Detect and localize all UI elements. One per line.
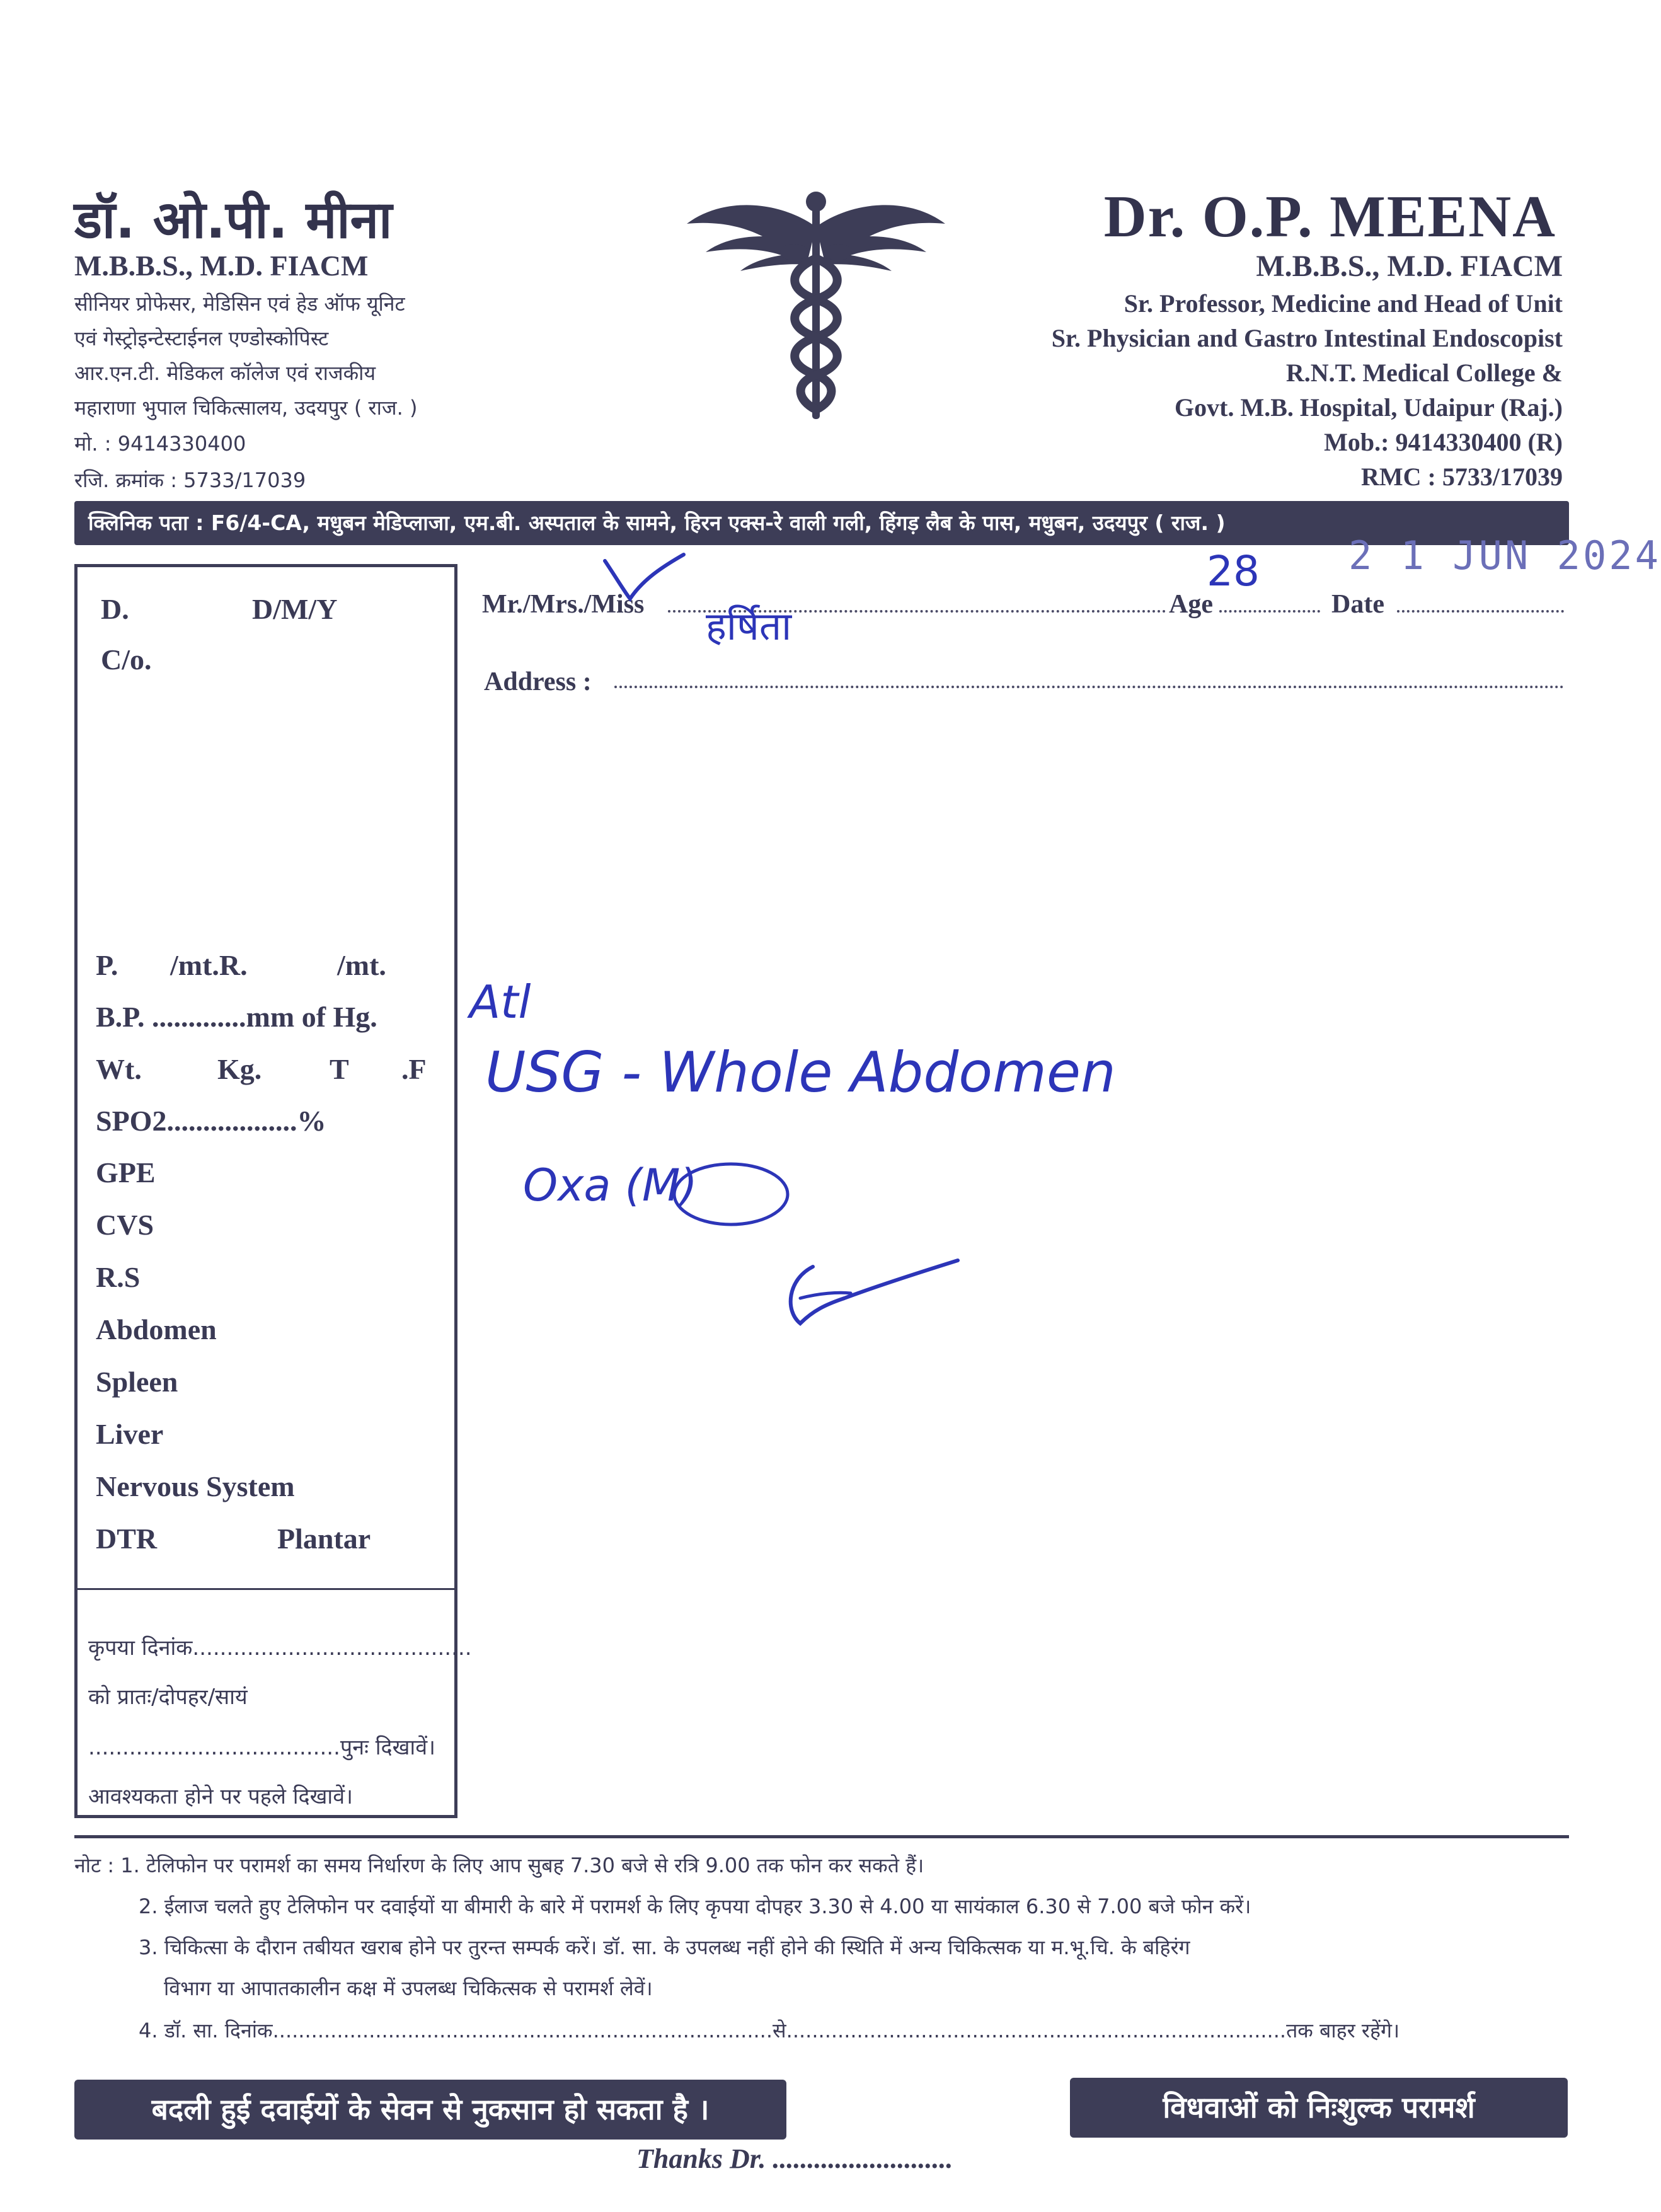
pulse-unit: /mt.R.: [170, 949, 248, 981]
doctor-degrees-left: M.B.B.S., M.D. FIACM: [74, 250, 369, 282]
doctor-degrees-right: M.B.B.S., M.D. FIACM: [1256, 250, 1563, 283]
gpe-label: GPE: [96, 1156, 156, 1189]
doctor-name-hindi: डॉ. ओ.पी. मीना: [74, 190, 393, 250]
handwritten-note-line1: Atl: [469, 976, 531, 1028]
handwritten-note-line2: USG - Whole Abdomen: [485, 1040, 1116, 1105]
rs-label: R.S: [96, 1261, 141, 1293]
institution-line-hindi: महाराणा भुपाल चिकित्सालय, उदयपुर ( राज. ): [74, 396, 418, 420]
followup-time-line: को प्रातः/दोपहर/सायं: [88, 1685, 248, 1710]
thanks-line: Thanks Dr. ..........................: [636, 2143, 953, 2174]
date-field[interactable]: [1397, 606, 1564, 613]
plantar-label: Plantar: [277, 1523, 371, 1555]
registration-hindi: रजि. क्रमांक : 5733/17039: [74, 468, 306, 492]
spleen-label: Spleen: [96, 1366, 178, 1398]
circle-mark-icon: [668, 1160, 794, 1229]
note-line: 3. चिकित्सा के दौरान तबीयत खराब होने पर तुरन्त सम्पर्क करें। डॉ. सा. के उपलब्ध नहीं होने की स्थिति में अन्य चिकित्सक या म.भू.चि. के बहिरंग: [139, 1935, 1190, 1959]
liver-label: Liver: [96, 1418, 164, 1450]
institution-line: R.N.T. Medical College &: [1285, 359, 1563, 387]
patient-name-label: Mr./Mrs./Miss: [482, 590, 645, 619]
institution-line: Govt. M.B. Hospital, Udaipur (Raj.): [1175, 393, 1563, 422]
warning-banner: बदली हुई दवाईयों के सेवन से नुकसान हो सकता है ।: [74, 2080, 786, 2140]
pulse-label: P.: [96, 949, 118, 981]
followup-early-line: आवश्यकता होने पर पहले दिखावें।: [88, 1784, 353, 1809]
date-label: Date: [1331, 590, 1384, 619]
caduceus-icon: [687, 189, 945, 422]
registration-number: RMC : 5733/17039: [1361, 463, 1563, 491]
address-field[interactable]: [614, 682, 1564, 688]
date-stamp: 2 1 JUN 2024: [1348, 533, 1661, 579]
abdomen-label: Abdomen: [96, 1313, 217, 1345]
designation-line: Sr. Physician and Gastro Intestinal Endoscopist: [1051, 324, 1563, 352]
temp-label: T: [330, 1053, 349, 1085]
mobile-hindi: मो. : 9414330400: [74, 432, 246, 456]
followup-revisit-line: .....................................पुनः दिखावें।: [88, 1735, 436, 1760]
note-line: नोट : 1. टेलिफोन पर परामर्श का समय निर्धारण के लिए आप सुबह 7.30 बजे से रत्रि 9.00 तक फोन कर सकते हैं।: [74, 1853, 924, 1877]
d-label: D.: [101, 593, 129, 625]
fahrenheit-label: .F: [401, 1053, 427, 1085]
note-line: 2. ईलाज चलते हुए टेलिफोन पर दवाईयों या बीमारी के बारे में परामर्श के लिए कृपया दोपहर 3.30 से 4.00 या सायंकाल 6.30 से 7.00 बजे फोन करें।: [139, 1894, 1251, 1918]
designation-line: Sr. Professor, Medicine and Head of Unit: [1124, 289, 1563, 318]
note-line: 4. डॉ. सा. दिनांक..............................................................................से..............................................................................तक बाहर रहेंगे।: [139, 2019, 1400, 2042]
notes-divider: [74, 1835, 1569, 1838]
note-line: विभाग या आपातकालीन कक्ष में उपलब्ध चिकित्सक से परामर्श लेवें।: [164, 1976, 653, 2000]
co-label: C/o.: [101, 643, 152, 676]
institution-line-hindi: आर.एन.टी. मेडिकल कॉलेज एवं राजकीय: [74, 361, 376, 385]
designation-line-hindi: सीनियर प्रोफेसर, मेडिसिन एवं हेड ऑफ यूनिट: [74, 292, 405, 316]
clinic-address-band: क्लिनिक पता : F6/4-CA, मधुबन मेडिप्लाजा, एम.बी. अस्पताल के सामने, हिरन एक्स-रे वाली गली, हिंगड़ लैब के पास, मधुबन, उदयपुर ( राज. ): [74, 501, 1569, 545]
weight-label: Wt.: [96, 1053, 142, 1085]
handwritten-patient-name: हर्षिता: [706, 603, 792, 649]
followup-divider: [74, 1588, 457, 1590]
age-label: Age: [1169, 590, 1213, 619]
cvs-label: CVS: [96, 1209, 154, 1241]
doctor-name-english: Dr. O.P. MEENA: [1103, 184, 1556, 250]
designation-line-hindi: एवं गेस्ट्रोइन्टेस्टाईनल एण्डोस्कोपिस्ट: [74, 326, 329, 350]
examination-box: [74, 564, 457, 1818]
spo2-label: SPO2..................%: [96, 1105, 326, 1137]
signature-icon: [775, 1254, 964, 1336]
age-field[interactable]: [1219, 606, 1320, 613]
kg-label: Kg.: [217, 1053, 262, 1085]
tick-mark-icon: [599, 542, 687, 611]
address-label: Address :: [484, 667, 592, 696]
handwritten-age: 28: [1207, 547, 1260, 596]
nervous-system-label: Nervous System: [96, 1470, 295, 1502]
dtr-label: DTR: [96, 1523, 158, 1555]
dmy-label: D/M/Y: [252, 593, 338, 625]
followup-date-line: कृपया दिनांक.........................................: [88, 1635, 472, 1661]
free-consultation-banner: विधवाओं को निःशुल्क परामर्श: [1070, 2078, 1568, 2138]
resp-unit: /mt.: [337, 949, 386, 981]
bp-label: B.P. .............mm of Hg.: [96, 1001, 377, 1033]
handwritten-note-line3: Oxa (M): [523, 1160, 698, 1211]
mobile-number: Mob.: 9414330400 (R): [1324, 428, 1563, 456]
